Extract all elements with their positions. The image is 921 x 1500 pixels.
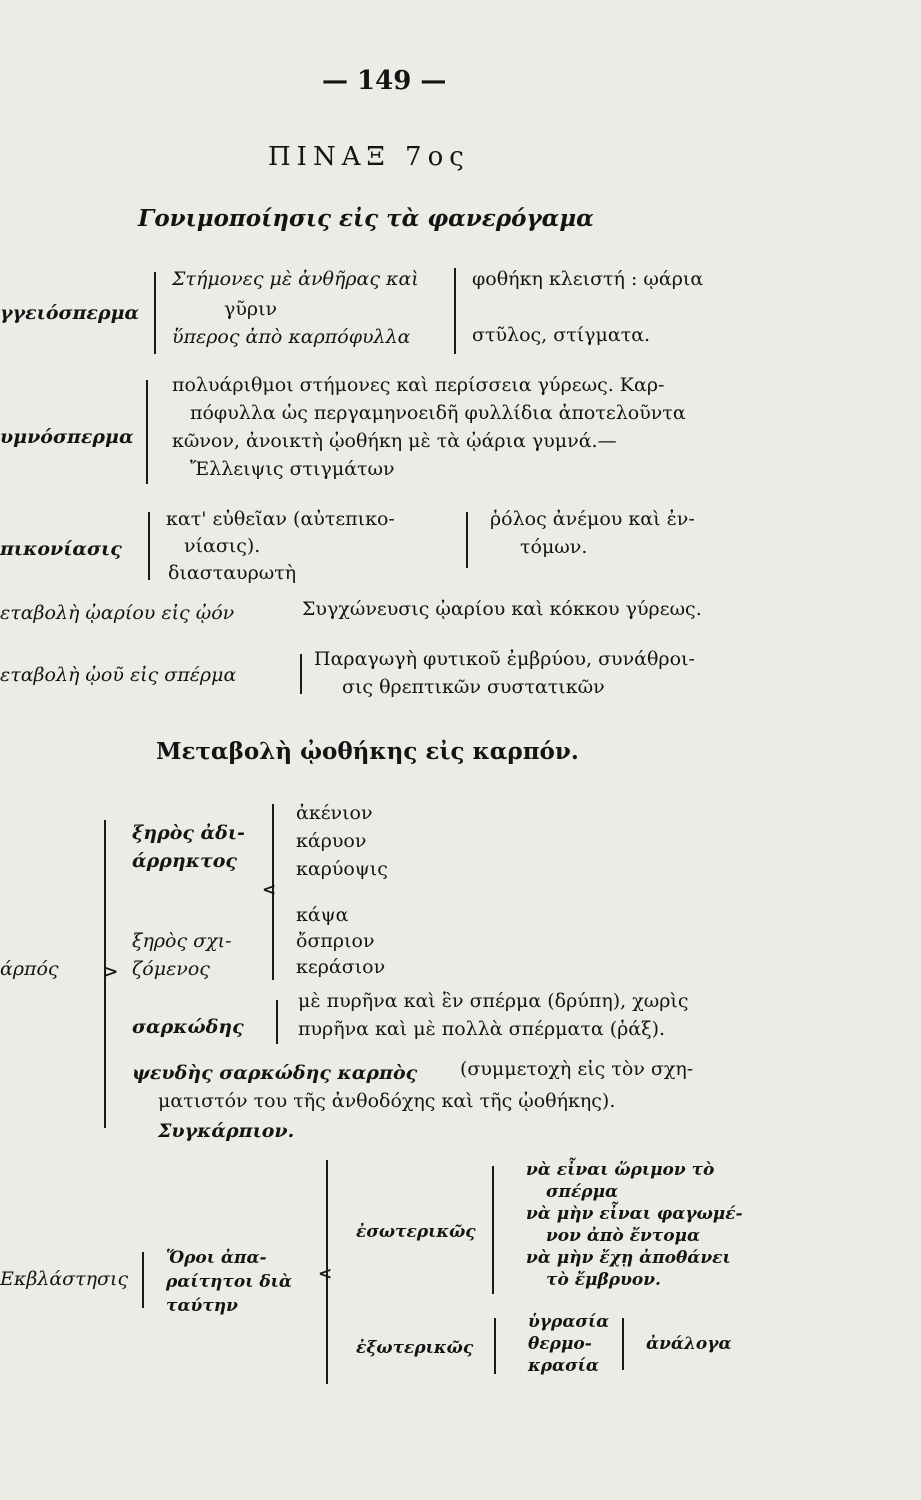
xeros-adiarrektos-line2: άρρηκτος xyxy=(132,850,237,872)
exo-item-1: ὑγρασία xyxy=(528,1312,610,1332)
angiosperma-brace-2 xyxy=(454,268,456,354)
oroi-line2: ραίτητοι διὰ xyxy=(166,1272,292,1292)
gymnosperma-brace xyxy=(146,380,148,484)
analoga: ἀνάλογα xyxy=(646,1334,732,1354)
sarkodes-line1: μὲ πυρῆνα καὶ ἓν σπέρμα (δρύπη), χωρὶς xyxy=(298,990,689,1012)
section2-heading: Μεταβολὴ ᾠοθήκης εἰς καρπόν. xyxy=(156,738,579,765)
exo-item-3: κρασία xyxy=(528,1356,599,1376)
gymnosperma-line3: κῶνον, ἀνοικτὴ ᾠοθήκη μὲ τὰ ᾠάρια γυμνά.— xyxy=(172,430,617,452)
adiar-item-1: ἀκένιον xyxy=(296,802,373,824)
ekblastesis-arrow: < xyxy=(318,1264,333,1284)
analoga-brace xyxy=(622,1318,624,1370)
angiosperma-col1-line2: γῦριν xyxy=(224,298,278,320)
sarkodes-label: σαρκώδης xyxy=(132,1016,244,1038)
metabole-oou-label: εταβολὴ ᾠοῦ εἰς σπέρμα xyxy=(0,664,237,686)
metabole-oariou-label: εταβολὴ ᾠαρίου εἰς ᾠόν xyxy=(0,602,235,624)
exo-item-2: θερμο- xyxy=(528,1334,592,1354)
epikoniasis-col1-line2: νίασις). xyxy=(184,535,261,557)
xeros-schizomenos-line2: ζόμενος xyxy=(132,958,210,980)
exoterikos-brace xyxy=(494,1318,496,1374)
adiar-item-2: κάρυον xyxy=(296,830,367,852)
epikoniasis-label: πικονίασις xyxy=(0,538,122,560)
pseudes-rest: (συμμετοχὴ εἰς τὸν σχη- xyxy=(460,1058,694,1080)
eso-item-5: νὰ μὴν ἔχῃ ἀποθάνει xyxy=(526,1248,731,1268)
karpos-types-arrow: < xyxy=(262,880,277,900)
epikoniasis-col1-line1: κατ' εὐθεῖαν (αὐτεπικο- xyxy=(166,508,395,530)
gymnosperma-label: υμνόσπερμα xyxy=(0,426,134,448)
gymnosperma-line1: πολυάριθμοι στήμονες καὶ περίσσεια γύρεως. Καρ- xyxy=(172,374,665,396)
page-number: — 149 — xyxy=(322,66,447,96)
pseudes-line2: ματιστόν του τῆς ἀνθοδόχης καὶ τῆς ᾠοθήκης). xyxy=(158,1090,616,1112)
esoterikos-brace xyxy=(492,1166,494,1294)
angiosperma-col1-line1: Στήμονες μὲ ἀνθῆρας καὶ xyxy=(172,268,419,290)
karpos-arrow: > xyxy=(104,962,119,982)
esoterikos-label: ἐσωτερικῶς xyxy=(356,1222,476,1242)
metabole-oariou-text: Συγχώνευσις ᾠαρίου καὶ κόκκου γύρεως. xyxy=(302,598,702,620)
metabole-oou-line1: Παραγωγὴ φυτικοῦ ἐμβρύου, συνάθροι- xyxy=(314,648,695,670)
table-title: ΠΙΝΑΞ 7ος xyxy=(268,142,470,172)
eso-item-6: τὸ ἔμβρυον. xyxy=(546,1270,661,1290)
adiar-item-3: καρύοψις xyxy=(296,858,388,880)
angiosperma-brace xyxy=(154,272,156,354)
schiz-item-2: ὄσπριον xyxy=(296,930,375,952)
epikoniasis-col2-line2: τόμων. xyxy=(520,536,588,558)
karpos-label: άρπός xyxy=(0,958,59,980)
metabole-oou-brace xyxy=(300,654,302,694)
schiz-item-3: κεράσιον xyxy=(296,956,386,978)
xeros-schizomenos-line1: ξηρὸς σχι- xyxy=(132,930,232,952)
epikoniasis-brace xyxy=(148,512,150,580)
synkarpion: Συγκάρπιον. xyxy=(158,1120,295,1142)
oroi-line3: ταύτην xyxy=(166,1296,238,1316)
sarkodes-brace xyxy=(276,1000,278,1044)
angiosperma-col1-line3: ὕπερος ἀπὸ καρπόφυλλα xyxy=(172,326,411,348)
oroi-line1: Ὅροι ἀπα- xyxy=(166,1248,267,1268)
metabole-oou-line2: σις θρεπτικῶν συστατικῶν xyxy=(342,676,605,698)
angiosperma-col2-line2: στῦλος, στίγματα. xyxy=(472,324,651,346)
ekblastesis-brace xyxy=(142,1252,144,1308)
exoterikos-label: ἐξωτερικῶς xyxy=(356,1338,474,1358)
gymnosperma-line4: Ἔλλειψις στιγμάτων xyxy=(190,458,395,480)
section1-heading: Γονιμοποίησις εἰς τὰ φανερόγαμα xyxy=(138,205,594,232)
epikoniasis-brace-2 xyxy=(466,512,468,568)
sarkodes-line2: πυρῆνα καὶ μὲ πολλὰ σπέρματα (ῥάξ). xyxy=(298,1018,666,1040)
xeros-adiarrektos-line1: ξηρὸς ἀδι- xyxy=(132,822,245,844)
pseudes-bold: ψευδὴς σαρκώδης καρπὸς xyxy=(132,1062,418,1084)
epikoniasis-col1-line3: διασταυρωτὴ xyxy=(168,562,297,584)
gymnosperma-line2: πόφυλλα ὡς περγαμηνοειδῆ φυλλίδια ἀποτελοῦντα xyxy=(190,402,686,424)
eso-item-2: σπέρμα xyxy=(546,1182,619,1202)
ekblastesis-label: Εκβλάστησις xyxy=(0,1268,129,1290)
epikoniasis-col2-line1: ῥόλος ἀνέμου καὶ ἐν- xyxy=(490,508,695,530)
angiosperma-col2-line1: φοθήκη κλειστή : ῳάρια xyxy=(472,268,704,290)
eso-item-1: νὰ εἶναι ὥριμον τὸ xyxy=(526,1160,715,1180)
eso-item-4: νον ἀπὸ ἔντομα xyxy=(546,1226,701,1246)
schiz-item-1: κάψα xyxy=(296,904,349,926)
eso-item-3: νὰ μὴν εἶναι φαγωμέ- xyxy=(526,1204,743,1224)
angiosperma-label: γγειόσπερμα xyxy=(0,302,140,324)
